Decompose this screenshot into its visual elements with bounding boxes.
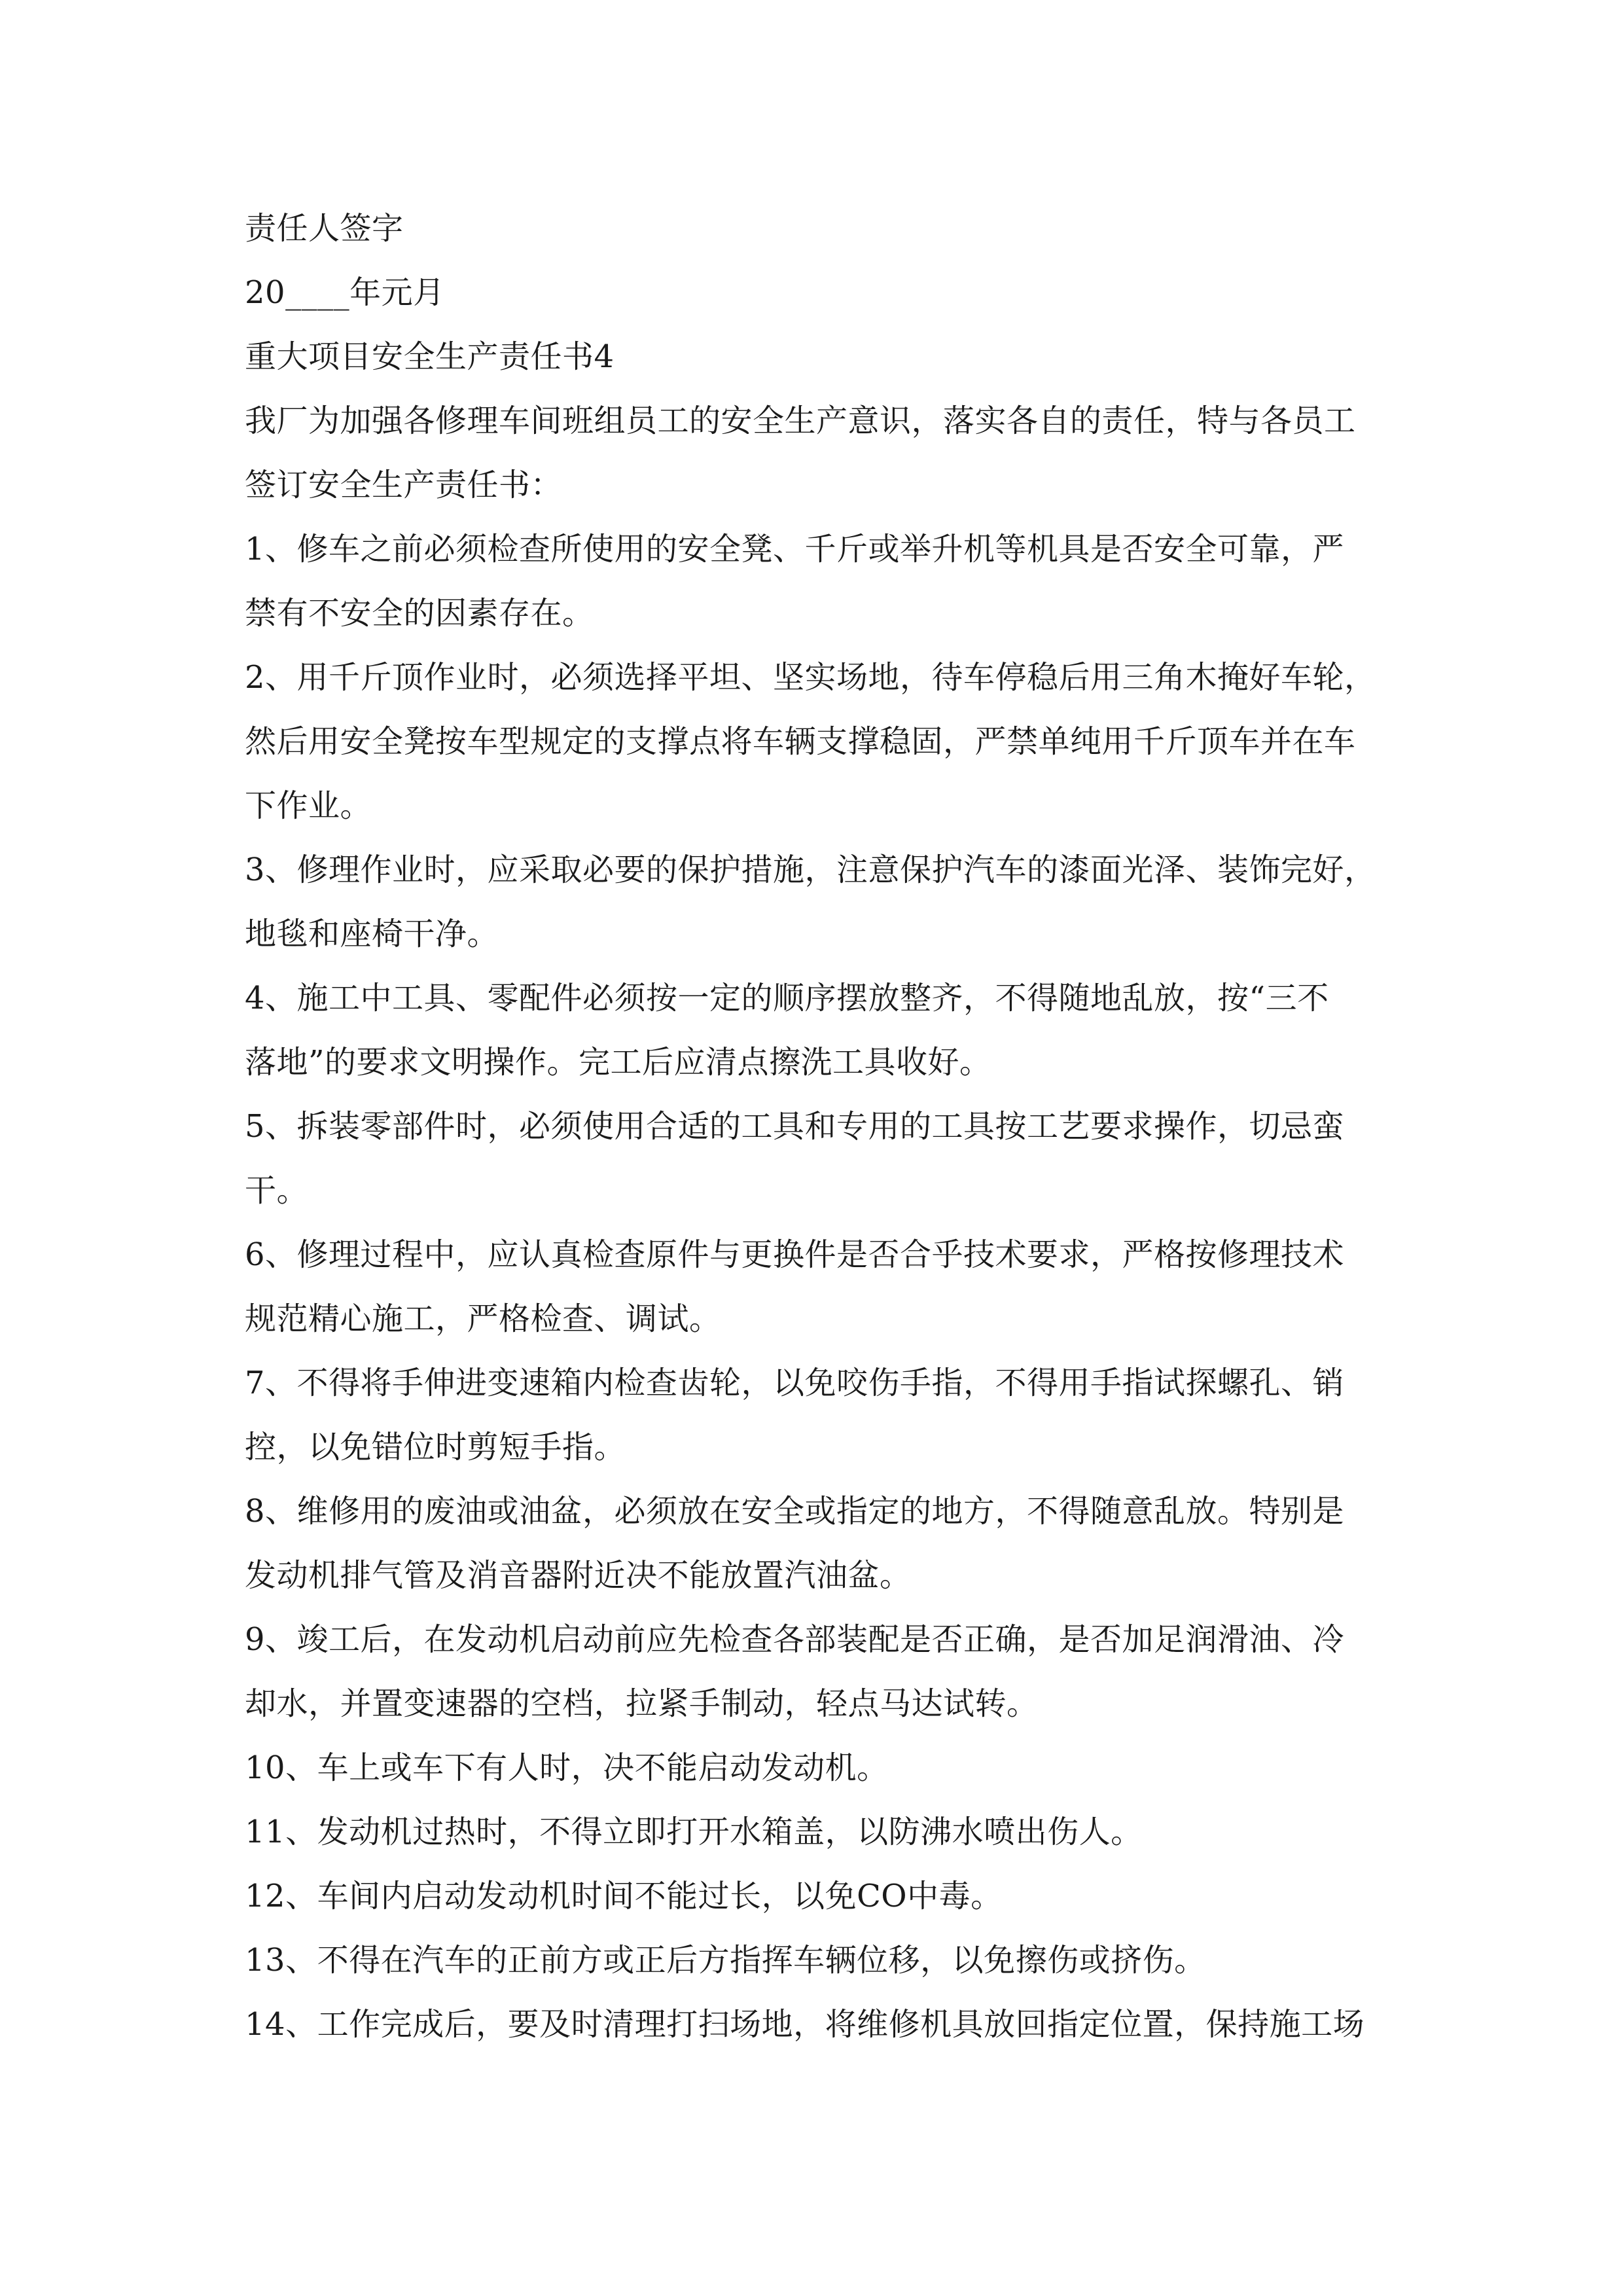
item-2-line: 然后用安全凳按车型规定的支撑点将车辆支撑稳固，严禁单纯用千斤顶车并在车 <box>245 723 1356 760</box>
item-5-line: 5、拆装零部件时，必须使用合适的工具和专用的工具按工艺要求操作，切忌蛮 <box>245 1108 1345 1145</box>
item-8-line: 8、维修用的废油或油盆，必须放在安全或指定的地方，不得随意乱放。特别是 <box>245 1493 1345 1530</box>
document-body <box>245 196 1390 2056</box>
intro-line: 我厂为加强各修理车间班组员工的安全生产意识，落实各自的责任，特与各员工 <box>245 403 1356 439</box>
item-4-line: 4、施工中工具、零配件必须按一定的顺序摆放整齐，不得随地乱放，按“三不 <box>245 980 1329 1016</box>
intro-line: 签订安全生产责任书： <box>245 467 563 503</box>
item-4-line: 落地”的要求文明操作。完工后应清点擦洗工具收好。 <box>245 1044 991 1081</box>
item-10-line: 10、车上或车下有人时，决不能启动发动机。 <box>245 1749 889 1786</box>
item-12-line: 12、车间内启动发动机时间不能过长，以免CO中毒。 <box>245 1878 1003 1914</box>
item-3-line: 3、修理作业时，应采取必要的保护措施，注意保护汽车的漆面光泽、装饰完好， <box>245 852 1376 888</box>
item-6-line: 6、修理过程中，应认真检查原件与更换件是否合乎技术要求，严格按修理技术 <box>245 1236 1345 1273</box>
item-3-line: 地毯和座椅干净。 <box>245 916 499 952</box>
item-7-line: 控，以免错位时剪短手指。 <box>245 1429 626 1465</box>
item-1-line: 禁有不安全的因素存在。 <box>245 595 594 632</box>
item-9-line: 9、竣工后，在发动机启动前应先检查各部装配是否正确，是否加足润滑油、冷 <box>245 1621 1345 1658</box>
signature-label: 责任人签字 <box>245 210 404 247</box>
date-line: 20____年元月 <box>245 274 445 311</box>
document-title: 重大项目安全生产责任书4 <box>245 338 615 375</box>
item-2-line: 下作业。 <box>245 787 372 824</box>
item-9-line: 却水，并置变速器的空档，拉紧手制动，轻点马达试转。 <box>245 1685 1039 1722</box>
item-5-line: 干。 <box>245 1172 309 1209</box>
item-8-line: 发动机排气管及消音器附近决不能放置汽油盆。 <box>245 1557 912 1594</box>
item-2-line: 2、用千斤顶作业时，必须选择平坦、坚实场地，待车停稳后用三角木掩好车轮， <box>245 659 1376 696</box>
item-14-line: 14、工作完成后，要及时清理打扫场地，将维修机具放回指定位置，保持施工场 <box>245 2006 1365 2043</box>
item-13-line: 13、不得在汽车的正前方或正后方指挥车辆位移，以免擦伤或挤伤。 <box>245 1942 1206 1979</box>
item-6-line: 规范精心施工，严格检查、调试。 <box>245 1300 721 1337</box>
item-11-line: 11、发动机过热时，不得立即打开水箱盖，以防沸水喷出伤人。 <box>245 1814 1143 1850</box>
item-7-line: 7、不得将手伸进变速箱内检查齿轮，以免咬伤手指，不得用手指试探螺孔、销 <box>245 1365 1345 1401</box>
item-1-line: 1、修车之前必须检查所使用的安全凳、千斤或举升机等机具是否安全可靠，严 <box>245 531 1345 567</box>
